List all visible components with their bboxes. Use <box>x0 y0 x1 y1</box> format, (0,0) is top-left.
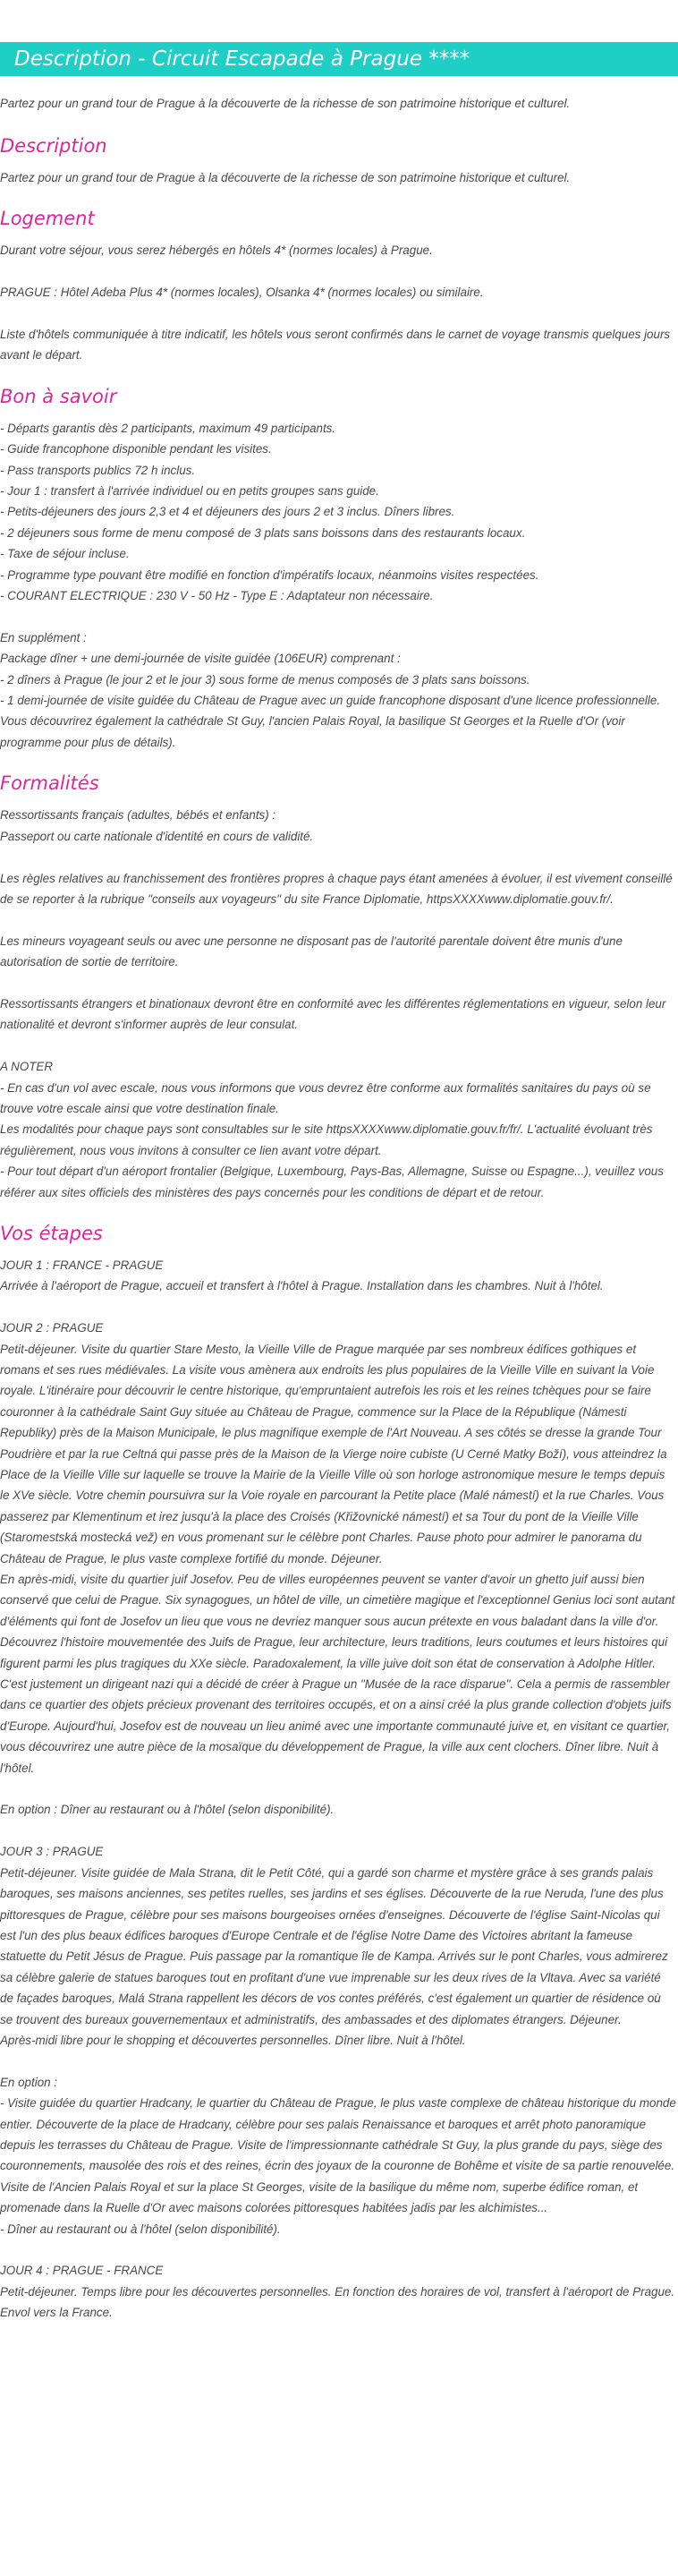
paragraph: Petit-déjeuner. Visite du quartier Stare Mesto, la Vieille Ville de Prague marquée par ses nombreux édifices gothiques et romans et ses rues médiévales. La visite vous amènera aux endroits les plus populaires de la Vieille Ville en suivant la Voie royale. L'itinéraire pour découvrir le centre historique, qu'empruntaient autrefois les rois et les reines tchèques pour se faire couronner à la cathédrale Saint Guy située au Château de Prague, commence sur la Place de la République (Námesti Republiky) près de la Maison Municipale, le plus magnifique exemple de l'Art Nouveau. A ses côtés se dresse la grande Tour Poudrière et par la rue Celtná qui passe près de la Maison de la Vierge noire cubiste (U Cerné Matky Boží), vous atteindrez la Place de la Vieille Ville sur laquelle se trouve la Mairie de la Vieille Ville où son horloge astronomique mesure le temps depuis le XVe siècle. Votre chemin poursuivra sur la Voie royale en parcourant la Petite place (Malé námestí) et la rue Charles. Vous passerez par Klementinum et irez jusqu'à la place des Croisés (Křižovnické námestí) et sa Tour du pont de la Vieille Ville (Staromestská mostecká vež) en vous promenant sur le célèbre pont Charles. Pause photo pour admirer le panorama du Château de Prague, le plus vaste complexe fortifié du monde. Déjeuner. <box>0 1342 667 1565</box>
paragraph-gap <box>0 1821 676 1841</box>
paragraph: - Petits-déjeuners des jours 2,3 et 4 et déjeuners des jours 2 et 3 inclus. Dîners libres. <box>0 505 455 519</box>
paragraph: Liste d'hôtels communiquée à titre indicatif, les hôtels vous seront confirmés dans le carnet de voyage transmis quelques jours avant le départ. <box>0 328 671 363</box>
paragraph: - 2 dîners à Prague (le jour 2 et le jour 3) sous forme de menus composés de 3 plats sans boissons. <box>0 672 530 687</box>
paragraph: En supplément : <box>0 630 87 644</box>
section-heading: Description <box>0 135 107 157</box>
paragraph: - Pour tout départ d'un aéroport frontalier (Belgique, Luxembourg, Pays-Bas, Allemagne, Suisse ou Espagne...), veuillez vous référer aux sites officiels des ministères des pays concernés pour les conditions de départ et de retour. <box>0 1164 664 1199</box>
paragraph: Après-midi libre pour le shopping et découvertes personnelles. Dîner libre. Nuit à l'hôtel. <box>0 2033 466 2047</box>
section-body <box>0 805 676 1203</box>
page <box>0 42 678 2324</box>
paragraph-gap <box>0 261 676 282</box>
paragraph-gap <box>0 2051 676 2071</box>
paragraph: Durant votre séjour, vous serez hébergés en hôtels 4* (normes locales) à Prague. <box>0 243 433 258</box>
paragraph: PRAGUE : Hôtel Adeba Plus 4* (normes locales), Olsanka 4* (normes locales) ou similaire. <box>0 286 484 300</box>
section-body <box>0 167 676 188</box>
section-heading: Formalités <box>0 772 99 795</box>
paragraph: - 1 demi-journée de visite guidée du Château de Prague avec un guide francophone disposant d'une licence professionnelle. Vous découvrirez également la cathédrale St Guy, l'ancien Palais Royal, la basilique St Georges et la Ruelle d'Or (voir programme pour plus de détails). <box>0 694 661 749</box>
paragraph: Petit-déjeuner. Visite guidée de Mala Strana, dit le Petit Côté, qui a gardé son charme et mystère grâce à ses grands palais baroques, ses maisons anciennes, ses petites ruelles, ses jardins et ses églises. Découverte de la rue Neruda, l'une des plus pittoresques de Prague, célèbre pour ses maisons bourgeoises ornées d'enseignes. Découverte de l'église Saint-Nicolas qui est l'un des plus beaux édifices baroques d'Europe Centrale et de l'église Notre Dame des Victoires abritant la fameuse statuette du Petit Jésus de Prague. Puis passage par la romantique île de Kampa. Arrivés sur le pont Charles, vous admirerez sa célèbre galerie de statues baroques tout en profitant d'une vue imprenable sur les deux rives de la Vltava. Avec sa variété de façades baroques, Malá Strana rappellent les décors de vos contes préférés, c'est également un quartier de résidence où se trouvent des bureaux gouvernementaux et administratifs, des ambassades et des diplomates étrangers. Déjeuner. <box>0 1865 668 2026</box>
paragraph: - Départs garantis dès 2 participants, maximum 49 participants. <box>0 421 336 435</box>
paragraph: JOUR 2 : PRAGUE <box>0 1321 104 1335</box>
section-bon-a-savoir <box>0 384 676 753</box>
paragraph-gap <box>0 303 676 324</box>
paragraph-gap <box>0 606 676 627</box>
section-heading: Bon à savoir <box>0 385 117 407</box>
paragraph: - Dîner au restaurant ou à l'hôtel (selon disponibilité). <box>0 2222 281 2236</box>
paragraph: - Taxe de séjour incluse. <box>0 547 130 561</box>
paragraph: Petit-déjeuner. Temps libre pour les découvertes personnelles. En fonction des horaires de vol, transfert à l'aéroport de Prague. Envol vers la France. <box>0 2284 675 2320</box>
paragraph-gap <box>0 973 676 994</box>
paragraph: Partez pour un grand tour de Prague à la découverte de la richesse de son patrimoine historique et culturel. <box>0 171 571 184</box>
paragraph: Les mineurs voyageant seuls ou avec une personne ne disposant pas de l'autorité parentale doivent être munis d'une autorisation de sortie de territoire. <box>0 934 623 969</box>
paragraph: JOUR 3 : PRAGUE <box>0 1845 104 1859</box>
paragraph: Package dîner + une demi-journée de visite guidée (106EUR) comprenant : <box>0 652 401 666</box>
section-body <box>0 240 676 365</box>
paragraph: JOUR 1 : FRANCE - PRAGUE <box>0 1258 164 1272</box>
paragraph: - Visite guidée du quartier Hradcany, le quartier du Château de Prague, le plus vaste complexe de château historique du monde entier. Découverte de la place de Hradcany, célèbre pour ses palais Renaissance et baroques et arrêt photo panoramique depuis les terrasses du Château de Prague. Visite de l'impressionnante cathédrale St Guy, la plus grande du pays, siège des couronnements, mausolée des rois et des reines, écrin des joyaux de la couronne de Bohême et visite de sa partie renouvelée. Visite de l'Ancien Palais Royal et sur la place St Georges, visite de la basilique du même nom, superbe édifice roman, et promenade dans la Ruelle d'Or avec maisons colorées pittoresques habitées jadis par les alchimistes... <box>0 2096 676 2215</box>
paragraph-gap <box>0 1297 676 1318</box>
paragraph: En option : <box>0 2075 58 2089</box>
paragraph: - Guide francophone disponible pendant les visites. <box>0 442 272 456</box>
paragraph: Les règles relatives au franchissement des frontières propres à chaque pays étant amenées à évoluer, il est vivement conseillé de se reporter à la rubrique "conseils aux voyageurs" du site France Diplomatie, httpsXXXXwww.diplomatie.gouv.fr/. <box>0 871 673 906</box>
paragraph: Arrivée à l'aéroport de Prague, accueil et transfert à l'hôtel à Prague. Installation dans les chambres. Nuit à l'hôtel. <box>0 1279 604 1293</box>
paragraph: Ressortissants français (adultes, bébés et enfants) : <box>0 808 276 823</box>
paragraph: En option : Dîner au restaurant ou à l'hôtel (selon disponibilité). <box>0 1803 335 1817</box>
section-body <box>0 418 676 753</box>
page-title: Description - Circuit Escapade à Prague **** <box>0 42 678 76</box>
paragraph: - Pass transports publics 72 h inclus. <box>0 463 196 477</box>
section-etapes <box>0 1221 676 2324</box>
paragraph-gap <box>0 1778 676 1799</box>
paragraph: - Jour 1 : transfert à l'arrivée individuel ou en petits groupes sans guide. <box>0 484 379 499</box>
section-heading: Vos étapes <box>0 1222 103 1244</box>
section-description <box>0 133 676 188</box>
paragraph: A NOTER <box>0 1060 54 1074</box>
paragraph: - 2 déjeuners sous forme de menu composé de 3 plats sans boissons dans des restaurants locaux. <box>0 525 526 540</box>
section-heading: Logement <box>0 208 95 230</box>
paragraph-gap <box>0 847 676 867</box>
paragraph-gap <box>0 2239 676 2260</box>
paragraph: En après-midi, visite du quartier juif Josefov. Peu de villes européennes peuvent se vanter d'avoir un ghetto juif aussi bien conservé que celui de Prague. Six synagogues, un hôtel de ville, un cimetière magique et l'exceptionnel Genius loci sont autant d'éléments qui font de Josefov un lieu que vous ne devriez manquer sous aucun prétexte en vous baladant dans la ville d'or. Découvrez l'histoire mouvementée des Juifs de Prague, leur architecture, leurs traditions, leurs coutumes et leurs histoires qui figurent parmi les plus tragiques du XXe siècle. Paradoxalement, la ville juive doit son état de conservation à Adolphe Hitler. C'est justement un dirigeant nazi qui a décidé de créer à Prague un "Musée de la race disparue". Cela a permis de rassembler dans ce quartier des objets précieux provenant des territoires occupés, et on a ainsi créé la plus grande collection d'objets juifs d'Europe. Aujourd'hui, Josefov est de nouveau un lieu animé avec une importante communauté juive et, en visitant ce quartier, vous découvrirez une autre pièce de la mosaïque du développement de Prague, la ville aux cent clochers. Dîner libre. Nuit à l'hôtel. <box>0 1573 675 1775</box>
section-formalites <box>0 771 676 1203</box>
paragraph: Les modalités pour chaque pays sont consultables sur le site httpsXXXXwww.diplomatie.gouv.fr/fr/. L'actualité évoluant très régulièrement, nous vous invitons à consulter ce lien avant votre départ. <box>0 1122 653 1157</box>
paragraph: JOUR 4 : PRAGUE - FRANCE <box>0 2264 164 2278</box>
intro-text: Partez pour un grand tour de Prague à la découverte de la richesse de son patrimoine historique et culturel. <box>0 97 571 110</box>
paragraph: Passeport ou carte nationale d'identité en cours de validité. <box>0 829 314 843</box>
section-body <box>0 1255 676 2324</box>
section-logement <box>0 206 676 365</box>
paragraph-gap <box>0 909 676 930</box>
paragraph: - En cas d'un vol avec escale, nous vous informons que vous devrez être conforme aux formalités sanitaires du pays où se trouve votre escale ainsi que votre destination finale. <box>0 1080 651 1115</box>
paragraph-gap <box>0 1036 676 1056</box>
paragraph: - Programme type pouvant être modifié en fonction d'impératifs locaux, néanmoins visites respectées. <box>0 567 539 582</box>
paragraph: Ressortissants étrangers et binationaux devront être en conformité avec les différentes réglementations en vigueur, selon leur nationalité et devront s'informer auprès de leur consulat. <box>0 996 666 1032</box>
paragraph: - COURANT ELECTRIQUE : 230 V - 50 Hz - Type E : Adaptateur non nécessaire. <box>0 589 434 603</box>
content <box>0 94 678 2324</box>
